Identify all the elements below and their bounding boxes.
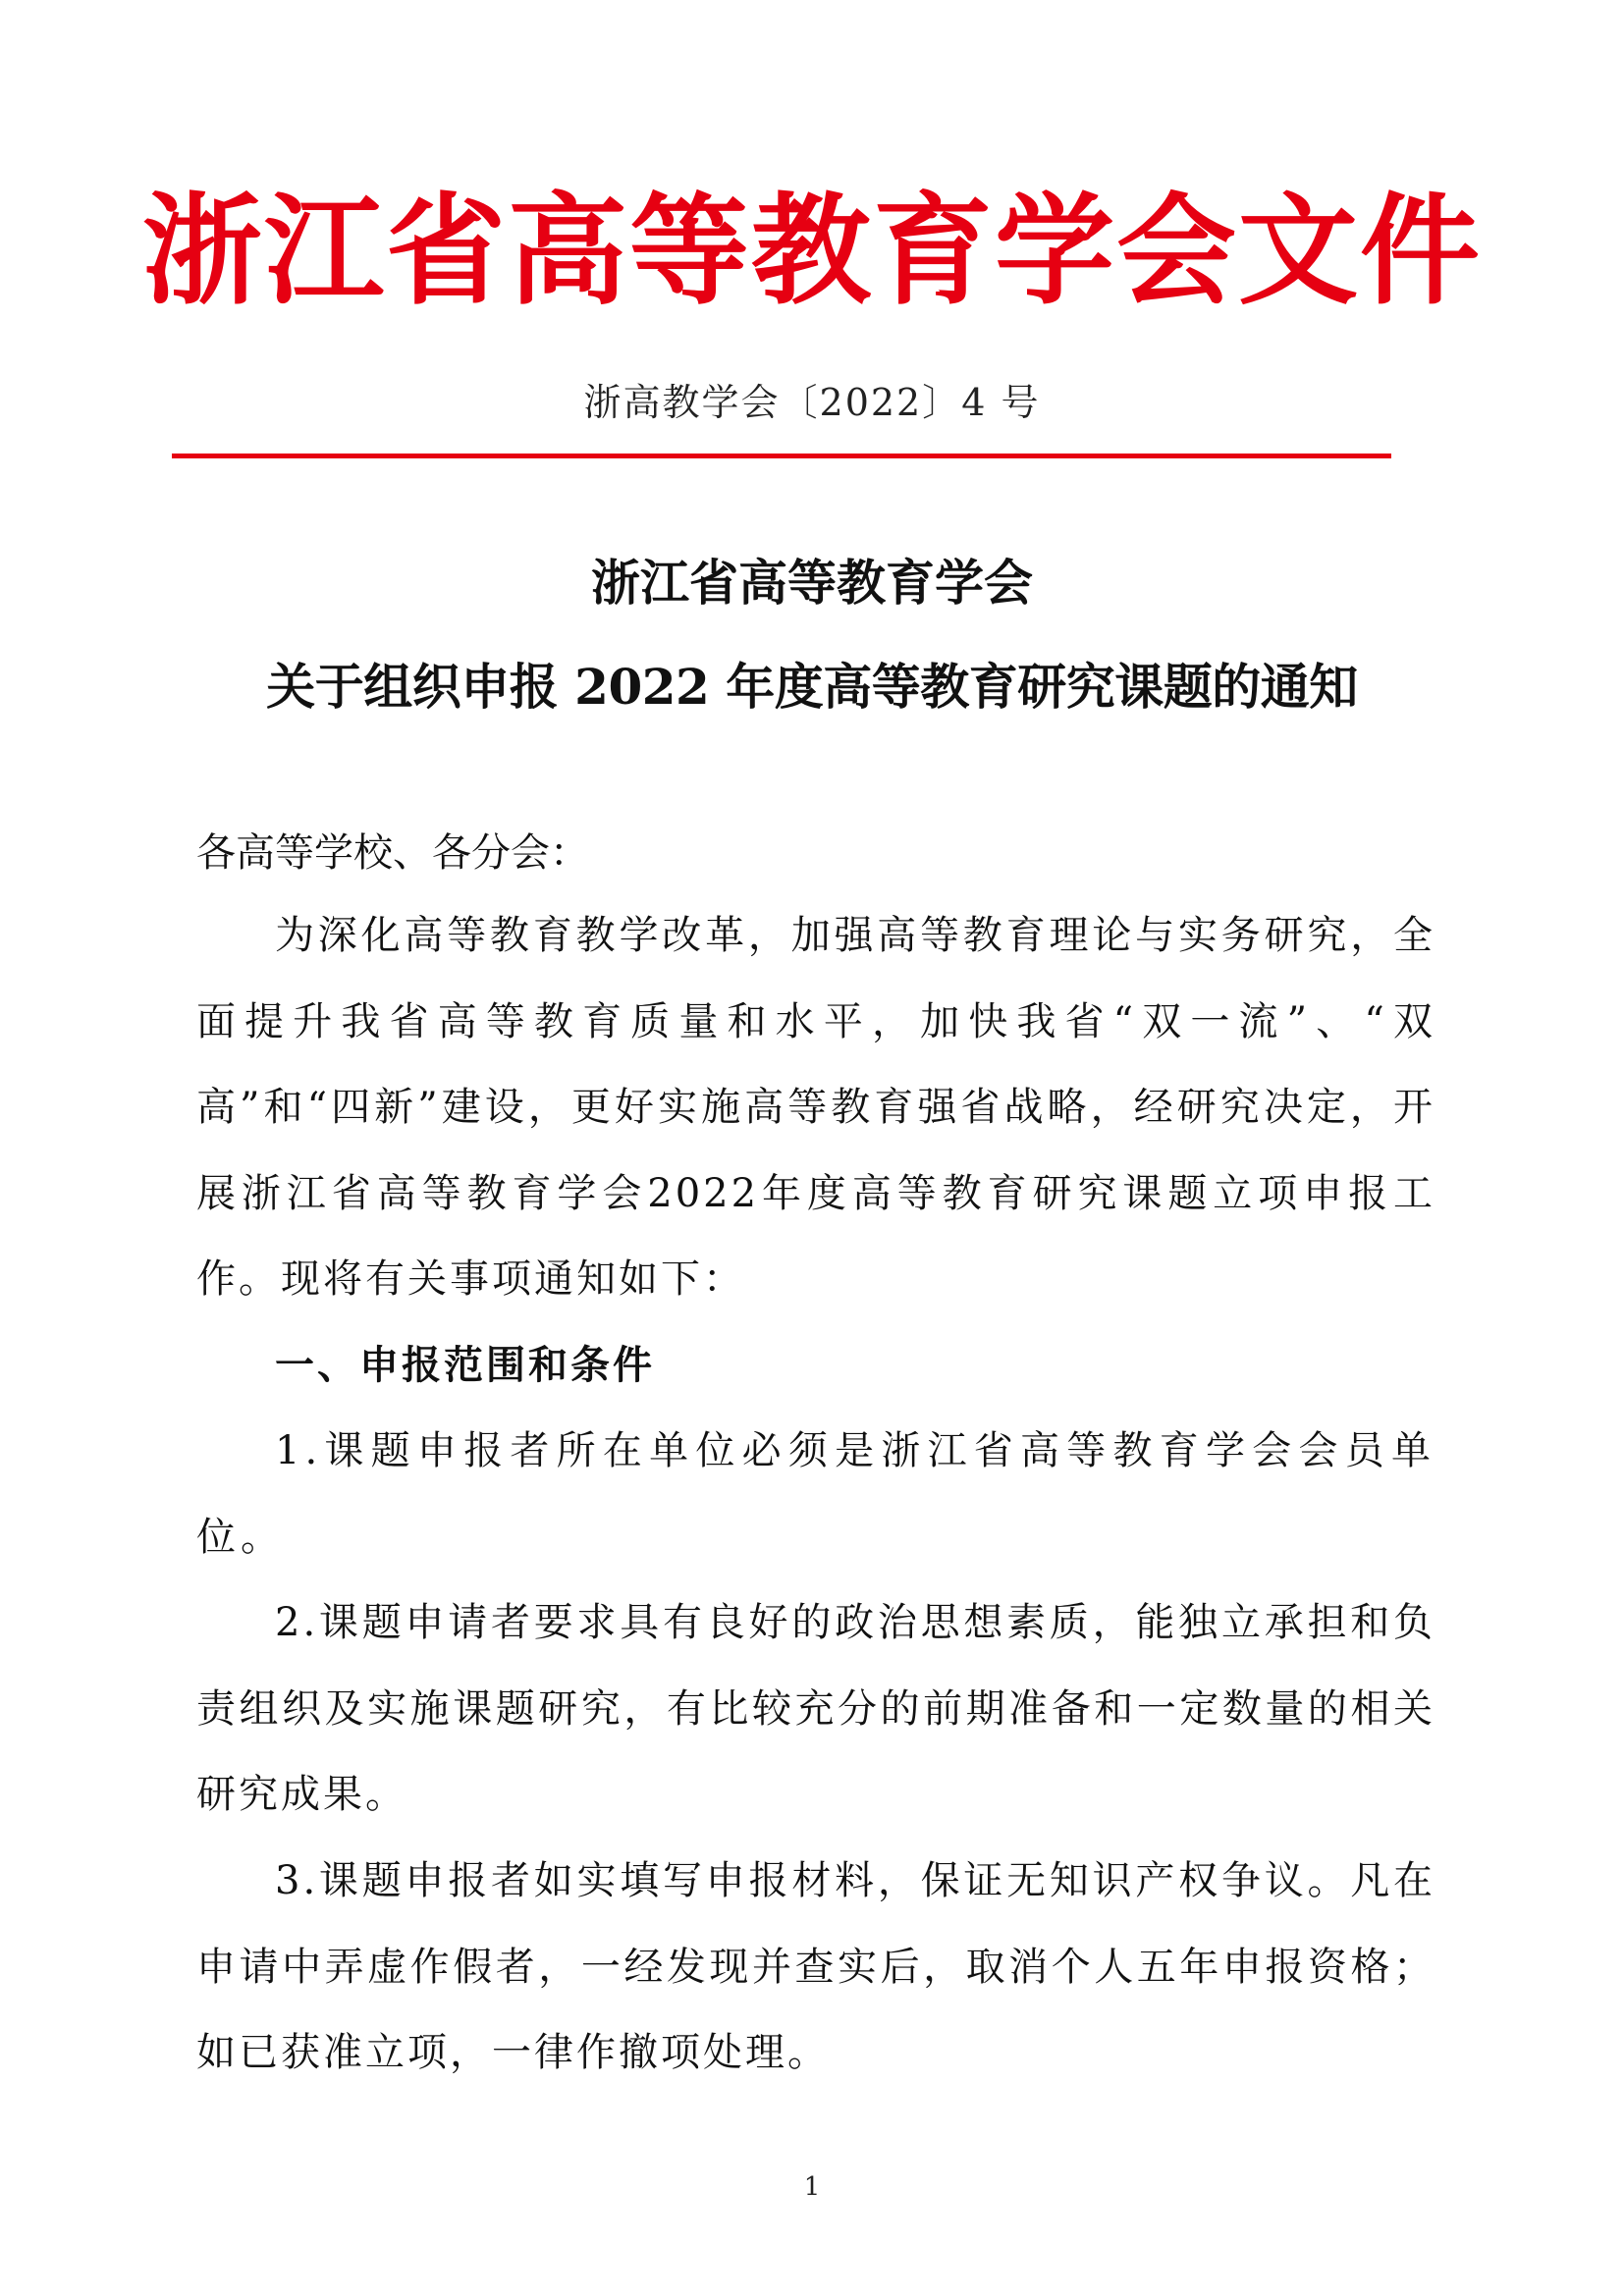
- list-item-condition-3: 3.课题申报者如实填写申报材料，保证无知识产权争议。凡在申请中弄虚作假者，一经发现并查实后，取消个人五年申报资格；如已获准立项，一律作撤项处理。: [196, 1858, 1435, 2075]
- document-number: 浙高教学会〔2022〕4 号: [583, 381, 1041, 424]
- notice-title-line-1: 浙江省高等教育学会: [591, 554, 1033, 612]
- page-number: 1: [803, 2172, 821, 2202]
- intro-paragraph: 为深化高等教育教学改革，加强高等教育理论与实务研究，全面提升我省高等教育质量和水平，加快我省“双一流”、“双高”和“四新”建设，更好实施高等教育强省战略，经研究决定，开展浙江省高等教育学会2022年度高等教育研究课题立项申报工作。现将有关事项通知如下：: [196, 913, 1435, 1302]
- list-item-condition-1: 1.课题申报者所在单位必须是浙江省高等教育学会会员单位。: [196, 1428, 1435, 1560]
- notice-title-line-2: 关于组织申报 2022 年度高等教育研究课题的通知: [266, 658, 1358, 716]
- red-divider-rule: [172, 454, 1391, 458]
- masthead-title: 浙江省高等教育学会文件: [142, 180, 1482, 321]
- salutation: 各高等学校、各分会：: [196, 830, 589, 876]
- list-item-condition-2: 2.课题申请者要求具有良好的政治思想素质，能独立承担和负责组织及实施课题研究，有比较充分的前期准备和一定数量的相关研究成果。: [196, 1600, 1435, 1817]
- section-heading-scope: 一、申报范围和条件: [275, 1342, 655, 1388]
